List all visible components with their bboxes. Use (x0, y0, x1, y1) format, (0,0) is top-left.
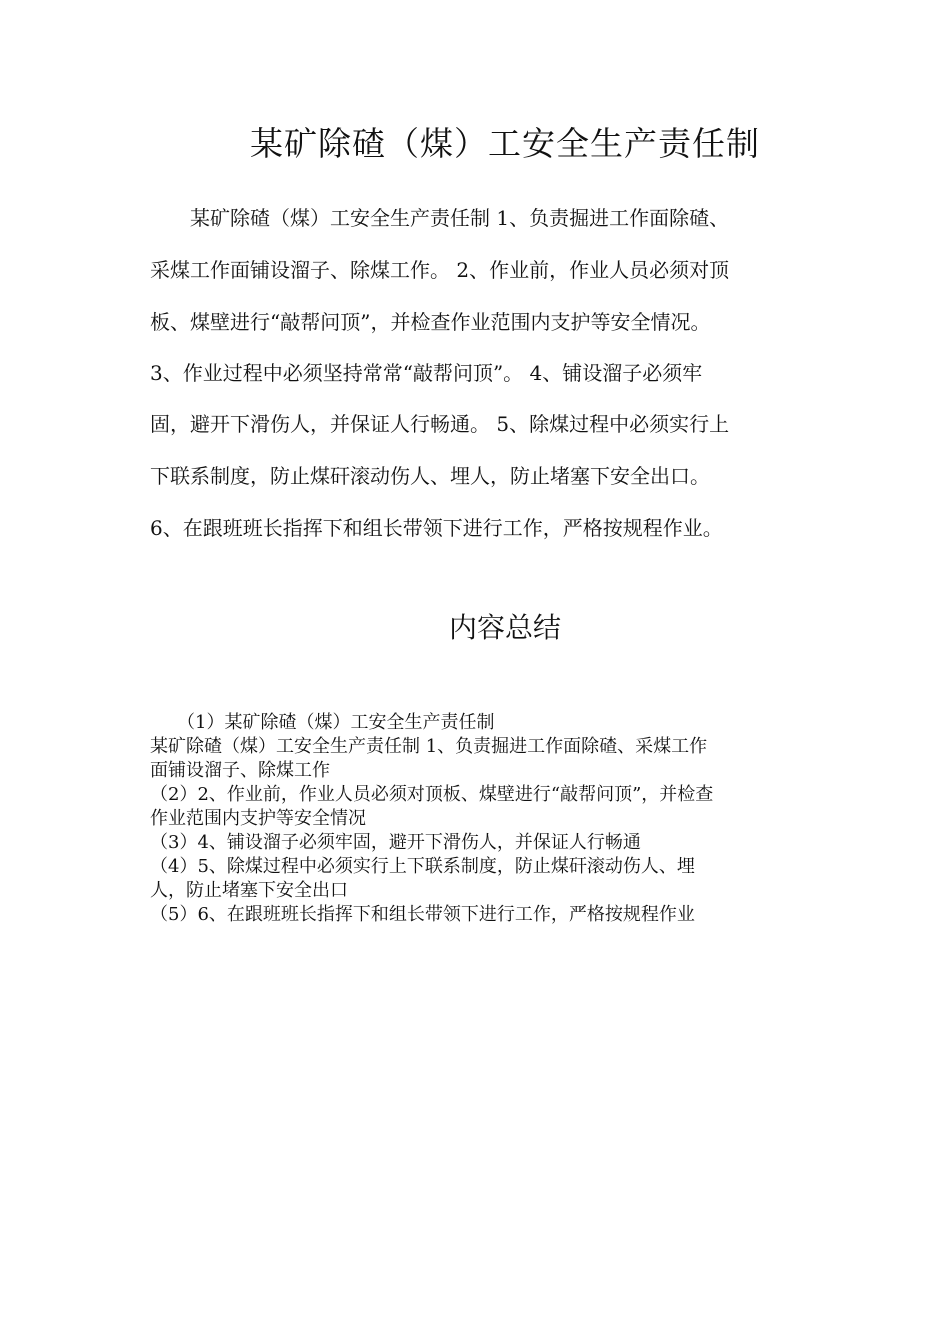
summary-line: （4）5、除煤过程中必须实行上下联系制度，防止煤矸滚动伤人、埋 (150, 856, 695, 877)
document-title: 某矿除碴（煤）工安全生产责任制 (250, 124, 760, 163)
summary-line: （2）2、作业前，作业人员必须对顶板、煤壁进行“敲帮问顶”，并检查 (150, 784, 714, 805)
summary-line: 某矿除碴（煤）工安全生产责任制 1、负责掘进工作面除碴、采煤工作 (150, 736, 708, 757)
summary-line: 面铺设溜子、除煤工作 (150, 760, 330, 781)
summary-line: （3）4、铺设溜子必须牢固，避开下滑伤人，并保证人行畅通 (150, 832, 641, 853)
summary-line: 人，防止堵塞下安全出口 (150, 880, 348, 901)
summary-line: （5）6、在跟班班长指挥下和组长带领下进行工作，严格按规程作业 (150, 904, 695, 925)
body-line: 某矿除碴（煤）工安全生产责任制 1、负责掘进工作面除碴、 (150, 206, 730, 230)
body-line: 6、在跟班班长指挥下和组长带领下进行工作，严格按规程作业。 (150, 516, 723, 540)
summary-line: （1）某矿除碴（煤）工安全生产责任制 (150, 712, 495, 733)
summary-title: 内容总结 (448, 611, 561, 644)
body-line: 板、煤壁进行“敲帮问顶”，并检查作业范围内支护等安全情况。 (150, 310, 711, 334)
summary-line: 作业范围内支护等安全情况 (150, 808, 366, 829)
body-line: 固，避开下滑伤人，并保证人行畅通。 5、除煤过程中必须实行上 (150, 412, 730, 436)
body-line: 3、作业过程中必须坚持常常“敲帮问顶”。 4、铺设溜子必须牢 (150, 361, 703, 385)
body-line: 下联系制度，防止煤矸滚动伤人、埋人，防止堵塞下安全出口。 (150, 464, 710, 488)
body-line: 采煤工作面铺设溜子、除煤工作。 2、作业前，作业人员必须对顶 (150, 258, 730, 282)
